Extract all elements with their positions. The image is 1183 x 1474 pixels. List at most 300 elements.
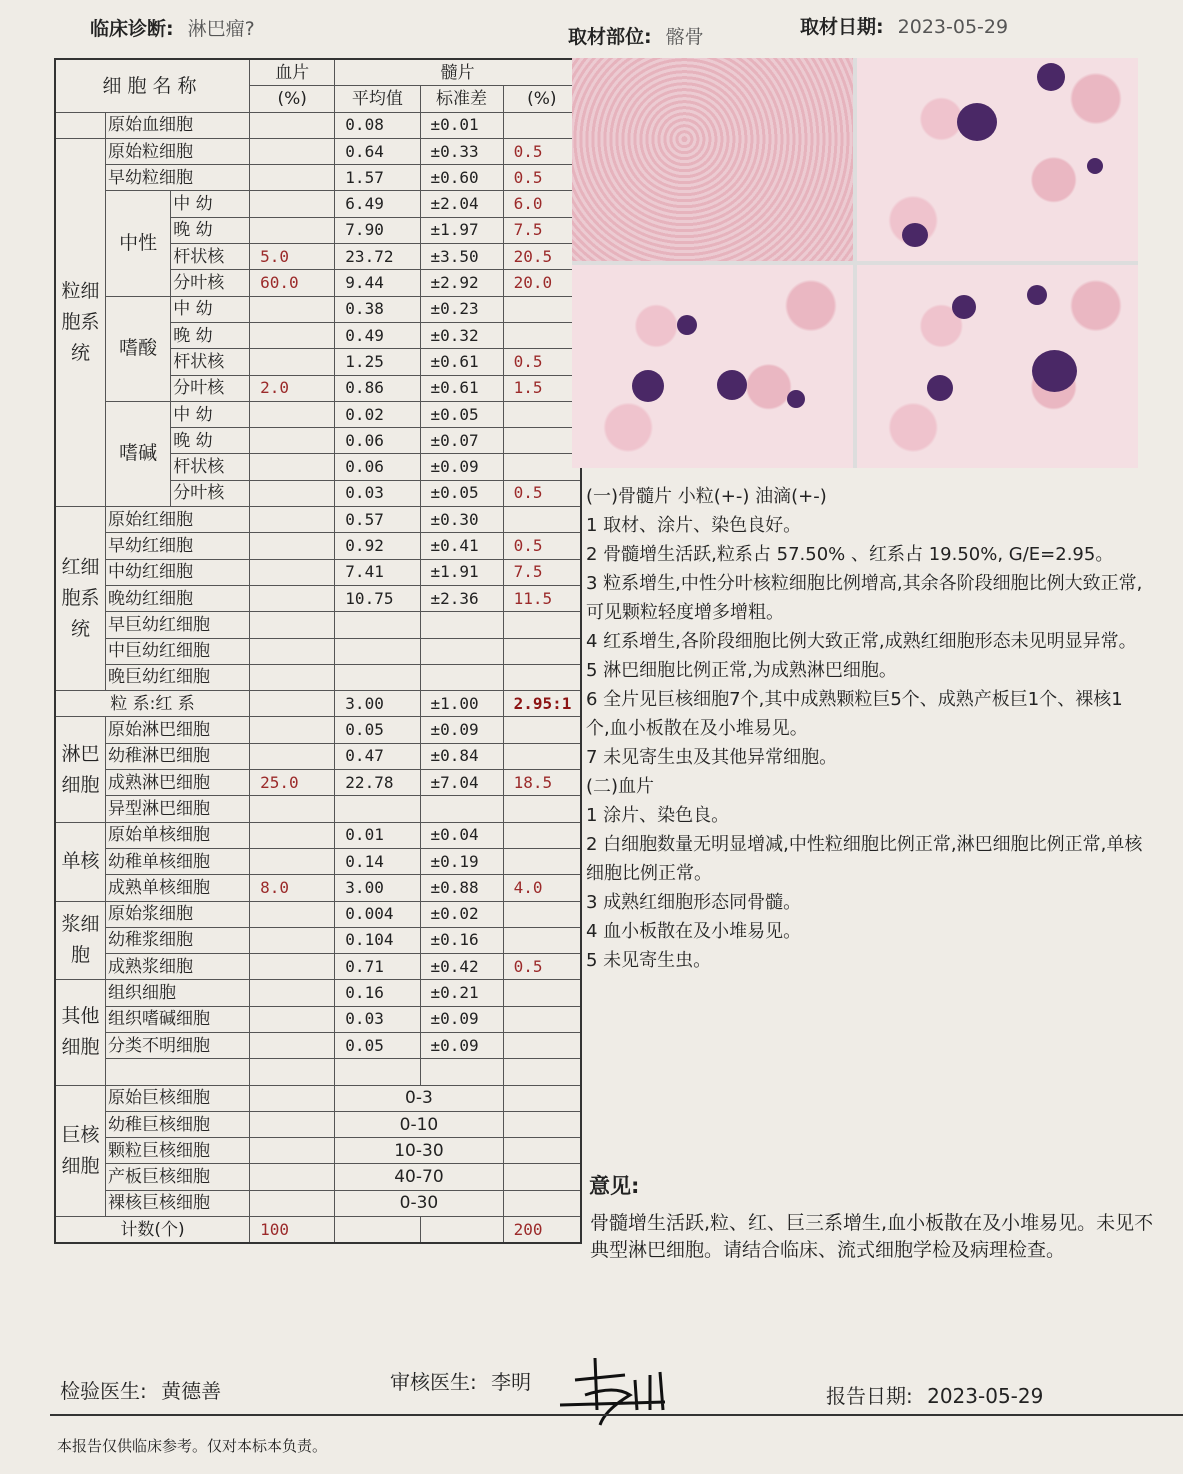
report-date-label: 报告日期: [826,1384,913,1408]
marrow-pct-cell [503,717,581,743]
col-header-blood: 血片 [250,59,335,86]
mean-cell: 0.03 [335,1006,420,1032]
marrow-pct-cell: 2.95:1 [503,691,581,717]
count-row [55,1217,581,1244]
blood-pct-cell: 60.0 [250,270,335,296]
mean-cell: 0.71 [335,954,420,980]
marrow-pct-cell: 0.5 [503,533,581,559]
category-granulocyte: 粒细胞系统 [55,138,105,506]
sd-cell [420,612,503,638]
sd-cell: ±0.07 [420,428,503,454]
marrow-pct-cell: 20.5 [503,244,581,270]
cell-nucleus [787,390,805,408]
sd-cell: ±1.97 [420,217,503,243]
marrow-pct-cell [503,901,581,927]
cell-name: 中 幼 [171,401,250,427]
cell-name [105,1059,249,1085]
blood-pct-cell [250,848,335,874]
table-row [55,559,581,585]
table-row [55,165,581,191]
sd-cell: ±0.09 [420,1032,503,1058]
table-row [55,822,581,848]
sd-cell: ±0.41 [420,533,503,559]
blood-pct-cell [250,480,335,506]
marrow-pct-cell: 20.0 [503,270,581,296]
examiner-name: 黄德善 [161,1379,222,1403]
sd-cell: ±0.88 [420,875,503,901]
table-row [55,796,581,822]
mean-cell: 0.08 [335,112,420,138]
blood-pct-cell [250,1111,335,1137]
marrow-pct-cell: 1.5 [503,375,581,401]
table-cell [335,1217,420,1244]
report-line: 6 全片见巨核细胞7个,其中成熟颗粒巨5个、成熟产板巨1个、裸核1个,血小板散在及小堆易见。 [586,689,1123,739]
cell-name: 原始红细胞 [105,507,249,533]
cell-count-table-wrapper [54,58,584,1244]
mean-cell: 9.44 [335,270,420,296]
subcategory-eosinophil: 嗜酸 [105,296,170,401]
site-field [568,22,704,49]
blood-pct-cell: 5.0 [250,244,335,270]
sd-cell: ±0.42 [420,954,503,980]
blood-pct-cell [250,322,335,348]
mean-cell [335,638,420,664]
table-row [55,691,581,717]
sd-cell [420,638,503,664]
table-cell [420,1217,503,1244]
marrow-pct-cell [503,1032,581,1058]
col-header-name: 细胞名称 [55,59,250,112]
cell-nucleus [1032,350,1077,392]
sd-cell [420,1059,503,1085]
marrow-pct-cell [503,1190,581,1216]
mean-cell: 22.78 [335,770,420,796]
report-line: 5 淋巴细胞比例正常,为成熟淋巴细胞。 [586,660,897,681]
sd-cell: ±0.02 [420,901,503,927]
marrow-pct-cell [503,638,581,664]
sd-cell: ±0.61 [420,375,503,401]
marrow-pct-cell: 6.0 [503,191,581,217]
blood-pct-cell [250,585,335,611]
category-lymphocyte: 淋巴细胞 [55,717,105,822]
sd-cell: ±0.19 [420,848,503,874]
cell-nucleus [717,370,747,400]
reference-range: 0-30 [335,1190,503,1216]
mean-cell [335,612,420,638]
category-megakaryocyte: 巨核细胞 [55,1085,105,1216]
marrow-pct-cell: 7.5 [503,559,581,585]
report-line: 3 成熟红细胞形态同骨髓。 [586,892,802,913]
marrow-pct-cell [503,507,581,533]
cell-nucleus [1087,158,1103,174]
blood-pct-cell [250,796,335,822]
cell-name: 原始单核细胞 [105,822,249,848]
blood-pct-cell [250,1164,335,1190]
sd-cell [420,664,503,690]
mean-cell: 0.06 [335,454,420,480]
table-row [55,1138,581,1164]
mean-cell: 10.75 [335,585,420,611]
disclaimer: 本报告仅供临床参考。仅对本标本负责。 [57,1437,328,1455]
sd-cell: ±1.00 [420,691,503,717]
sd-cell: ±2.92 [420,270,503,296]
marrow-pct-cell [503,980,581,1006]
table-row [55,770,581,796]
micrograph-4 [857,265,1138,468]
category-other: 其他细胞 [55,980,105,1085]
marrow-pct-cell: 18.5 [503,770,581,796]
table-row [55,1032,581,1058]
micrograph-3 [572,265,853,468]
mean-cell: 0.86 [335,375,420,401]
col-header-sd: 标准差 [420,86,503,112]
cell-name: 中幼红细胞 [105,559,249,585]
diagnosis-field [90,14,255,41]
marrow-pct-cell [503,1006,581,1032]
table-row [55,954,581,980]
marrow-pct-cell [503,1085,581,1111]
blood-pct-cell: 25.0 [250,770,335,796]
table-row [55,927,581,953]
table-row [55,612,581,638]
mean-cell [335,796,420,822]
blood-pct-cell: 8.0 [250,875,335,901]
cell-nucleus [1037,63,1065,91]
blood-pct-cell [250,401,335,427]
reference-range: 10-30 [335,1138,503,1164]
sd-cell: ±0.04 [420,822,503,848]
blood-pct-cell [250,1059,335,1085]
report-line: 1 取材、涂片、染色良好。 [586,515,802,536]
blood-pct-cell [250,691,335,717]
blood-pct-cell [250,559,335,585]
mean-cell: 0.01 [335,822,420,848]
table-row [55,901,581,927]
micrograph-2 [857,58,1138,261]
col-header-marrow-pct: (%) [503,86,581,112]
report-line: (一)骨髓片 小粒(+-) 油滴(+-) [586,486,827,507]
cell-name: 裸核巨核细胞 [105,1190,249,1216]
marrow-pct-cell [503,796,581,822]
cell-name: 原始血细胞 [105,112,249,138]
marrow-pct-cell [503,322,581,348]
mean-cell: 0.57 [335,507,420,533]
blood-pct-cell [250,822,335,848]
blood-pct-cell [250,901,335,927]
cell-name: 中 幼 [171,191,250,217]
cell-name: 幼稚巨核细胞 [105,1111,249,1137]
report-date-value: 2023-05-29 [927,1384,1044,1408]
opinion-text: 骨髓增生活跃,粒、红、巨三系增生,血小板散在及小堆易见。未见不典型淋巴细胞。请结合临床、流式细胞学检及病理检查。 [590,1212,1154,1261]
mean-cell: 7.41 [335,559,420,585]
table-row [55,1164,581,1190]
cell-name: 成熟浆细胞 [105,954,249,980]
cell-name: 幼稚浆细胞 [105,927,249,953]
table-row [55,743,581,769]
cell-name: 原始粒细胞 [105,138,249,164]
report-findings [586,482,1146,975]
marrow-pct-cell [503,927,581,953]
reference-range: 0-10 [335,1111,503,1137]
blood-pct-cell [250,191,335,217]
col-header-blood-pct: (%) [250,86,335,112]
blood-pct-cell [250,927,335,953]
marrow-pct-cell [503,1059,581,1085]
cell-name: 早幼粒细胞 [105,165,249,191]
mean-cell: 0.47 [335,743,420,769]
report-line: 3 粒系增生,中性分叶核粒细胞比例增高,其余各阶段细胞比例大致正常,可见颗粒轻度增多增粗。 [586,573,1143,623]
reviewer-field [390,1366,531,1395]
footer-divider [50,1414,1183,1416]
marrow-pct-cell: 4.0 [503,875,581,901]
blood-pct-cell [250,112,335,138]
site-label: 取材部位: [568,26,652,48]
sd-cell: ±0.09 [420,717,503,743]
count-label: 计数(个) [55,1217,250,1244]
cell-name: 晚幼红细胞 [105,585,249,611]
table-row [55,848,581,874]
cell-name: 晚巨幼红细胞 [105,664,249,690]
mean-cell: 0.64 [335,138,420,164]
cell-name: 异型淋巴细胞 [105,796,249,822]
sd-cell: ±1.91 [420,559,503,585]
sd-cell: ±0.84 [420,743,503,769]
sd-cell: ±3.50 [420,244,503,270]
blood-pct-cell [250,296,335,322]
cell-name: 幼稚单核细胞 [105,848,249,874]
table-row [55,533,581,559]
mean-cell [335,1059,420,1085]
marrow-pct-cell [503,822,581,848]
cell-name: 晚 幼 [171,428,250,454]
table-row [55,638,581,664]
mean-cell: 0.05 [335,717,420,743]
blood-pct-cell [250,217,335,243]
table-row [55,664,581,690]
sd-cell: ±0.16 [420,927,503,953]
blood-pct-cell [250,1138,335,1164]
examiner-field [60,1375,221,1404]
blood-pct-cell [250,612,335,638]
diagnosis-label: 临床诊断: [90,18,174,40]
marrow-pct-cell [503,848,581,874]
sd-cell: ±2.04 [420,191,503,217]
report-line: (二)血片 [586,776,655,797]
col-header-marrow: 髓片 [335,59,581,86]
count-blood: 100 [250,1217,335,1244]
signature [555,1350,675,1430]
cell-nucleus [677,315,697,335]
blood-pct-cell [250,165,335,191]
table-row [55,980,581,1006]
report-line: 2 骨髓增生活跃,粒系占 57.50% 、红系占 19.50%, G/E=2.95。 [586,544,1114,565]
category-monocyte: 单核 [55,822,105,901]
blood-pct-cell [250,349,335,375]
blood-pct-cell [250,664,335,690]
cell-name: 组织嗜碱细胞 [105,1006,249,1032]
marrow-pct-cell [503,743,581,769]
mean-cell: 6.49 [335,191,420,217]
cell-name: 产板巨核细胞 [105,1164,249,1190]
cell-name: 原始浆细胞 [105,901,249,927]
cell-name: 颗粒巨核细胞 [105,1138,249,1164]
table-row [55,1111,581,1137]
sample-date-label: 取材日期: [800,16,884,38]
count-marrow: 200 [503,1217,581,1244]
report-date-field [826,1380,1043,1409]
category-erythroid: 红细胞系统 [55,507,105,691]
sample-date-field [800,12,1008,39]
diagnosis-value: 淋巴瘤? [187,18,255,40]
cell-name: 幼稚淋巴细胞 [105,743,249,769]
marrow-pct-cell: 0.5 [503,138,581,164]
mean-cell: 1.57 [335,165,420,191]
mean-cell: 0.03 [335,480,420,506]
cell-name: 中 幼 [171,296,250,322]
blood-pct-cell [250,138,335,164]
sd-cell: ±0.23 [420,296,503,322]
cell-name: 早巨幼红细胞 [105,612,249,638]
marrow-pct-cell [503,401,581,427]
marrow-pct-cell [503,612,581,638]
mean-cell: 0.14 [335,848,420,874]
blood-pct-cell [250,1006,335,1032]
sd-cell: ±0.05 [420,480,503,506]
reviewer-label: 审核医生: [390,1370,477,1394]
cell-name: 杆状核 [171,349,250,375]
ratio-label: 粒 系:红 系 [55,691,250,717]
reference-range: 40-70 [335,1164,503,1190]
reference-range: 0-3 [335,1085,503,1111]
examiner-label: 检验医生: [60,1379,147,1403]
mean-cell: 0.05 [335,1032,420,1058]
table-row [55,296,581,322]
blood-pct-cell [250,533,335,559]
cell-name: 中巨幼红细胞 [105,638,249,664]
blood-pct-cell [250,454,335,480]
sd-cell: ±0.09 [420,454,503,480]
sd-cell: ±0.21 [420,980,503,1006]
table-row [55,875,581,901]
sd-cell: ±0.60 [420,165,503,191]
cell-name: 分叶核 [171,270,250,296]
table-row [55,401,581,427]
mean-cell: 23.72 [335,244,420,270]
cell-nucleus [952,295,976,319]
marrow-pct-cell: 0.5 [503,954,581,980]
marrow-pct-cell [503,664,581,690]
marrow-pct-cell: 0.5 [503,165,581,191]
cell-nucleus [927,375,953,401]
blood-pct-cell [250,638,335,664]
mean-cell: 0.06 [335,428,420,454]
marrow-pct-cell [503,112,581,138]
table-row [55,717,581,743]
cell-name: 原始巨核细胞 [105,1085,249,1111]
marrow-pct-cell [503,428,581,454]
cell-nucleus [632,370,664,402]
blood-pct-cell [250,717,335,743]
blood-pct-cell [250,1190,335,1216]
table-row [55,1006,581,1032]
cell-name: 晚 幼 [171,322,250,348]
marrow-pct-cell [503,1111,581,1137]
cell-name: 组织细胞 [105,980,249,1006]
subcategory-basophil: 嗜碱 [105,401,170,506]
blood-pct-cell: 2.0 [250,375,335,401]
mean-cell: 0.16 [335,980,420,1006]
sd-cell [420,796,503,822]
table-row [55,138,581,164]
blood-pct-cell [250,743,335,769]
cell-name: 晚 幼 [171,217,250,243]
marrow-pct-cell: 11.5 [503,585,581,611]
mean-cell: 0.49 [335,322,420,348]
marrow-pct-cell [503,1164,581,1190]
sd-cell: ±0.05 [420,401,503,427]
mean-cell: 0.02 [335,401,420,427]
marrow-pct-cell [503,1138,581,1164]
cell-name: 分叶核 [171,375,250,401]
marrow-pct-cell [503,454,581,480]
sd-cell: ±7.04 [420,770,503,796]
sd-cell: ±0.30 [420,507,503,533]
site-value: 髂骨 [665,26,704,48]
sample-date-value: 2023-05-29 [897,16,1009,38]
blood-pct-cell [250,428,335,454]
blood-pct-cell [250,507,335,533]
sd-cell: ±0.01 [420,112,503,138]
report-line: 4 红系增生,各阶段细胞比例大致正常,成熟红细胞形态未见明显异常。 [586,631,1137,652]
blood-pct-cell [250,1085,335,1111]
cell-nucleus [902,223,928,247]
reviewer-name: 李明 [491,1370,532,1394]
sd-cell: ±2.36 [420,585,503,611]
table-row [55,191,581,217]
category-cell [55,112,105,138]
blood-pct-cell [250,980,335,1006]
opinion-title: 意见: [589,1174,640,1198]
category-plasma: 浆细胞 [55,901,105,980]
cell-name: 分叶核 [171,480,250,506]
mean-cell: 1.25 [335,349,420,375]
mean-cell: 0.92 [335,533,420,559]
sd-cell: ±0.33 [420,138,503,164]
marrow-pct-cell: 7.5 [503,217,581,243]
table-row [55,1059,581,1085]
mean-cell: 0.104 [335,927,420,953]
micrograph-grid [572,58,1138,468]
cell-name: 成熟单核细胞 [105,875,249,901]
marrow-pct-cell: 0.5 [503,349,581,375]
sd-cell: ±0.32 [420,322,503,348]
table-row [55,585,581,611]
marrow-pct-cell: 0.5 [503,480,581,506]
blood-pct-cell [250,1032,335,1058]
cell-name: 早幼红细胞 [105,533,249,559]
mean-cell: 3.00 [335,691,420,717]
sd-cell: ±0.09 [420,1006,503,1032]
table-row [55,507,581,533]
mean-cell: 0.004 [335,901,420,927]
cell-name: 成熟淋巴细胞 [105,770,249,796]
blood-pct-cell [250,954,335,980]
micrograph-1 [572,58,853,261]
mean-cell: 0.38 [335,296,420,322]
cell-name: 杆状核 [171,454,250,480]
report-line: 4 血小板散在及小堆易见。 [586,921,802,942]
table-row [55,1085,581,1111]
